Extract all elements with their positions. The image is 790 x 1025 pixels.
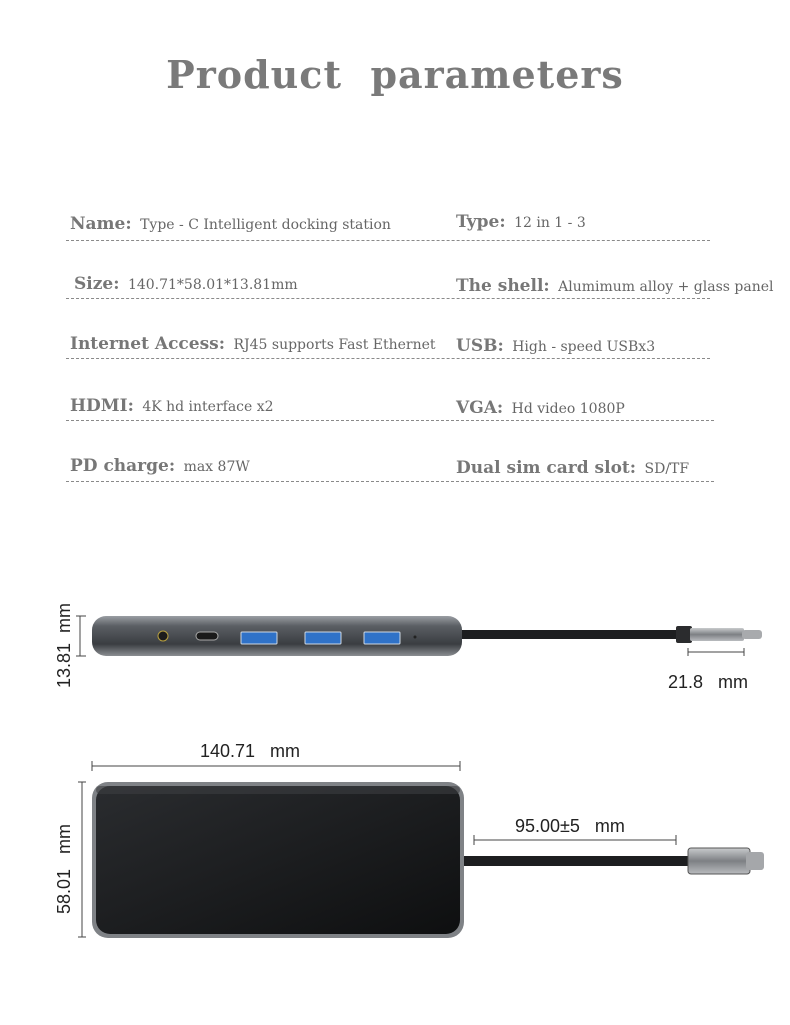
param-label: VGA:	[456, 398, 504, 418]
param-value: 12 in 1 - 3	[514, 215, 586, 231]
usb3-port	[305, 632, 341, 644]
cable-dimension-label: 95.00±5 mm	[515, 816, 625, 836]
plug	[688, 848, 750, 874]
plug-housing	[676, 626, 692, 643]
height-dimension-label: 13.81 mm	[54, 602, 74, 688]
param-value: max 87W	[183, 459, 250, 475]
param-label: Internet Access:	[70, 334, 226, 354]
param-label: Size:	[74, 274, 120, 294]
param-label: Type:	[456, 212, 506, 232]
audio-jack	[158, 631, 168, 641]
usb-c-port	[196, 632, 218, 640]
usb-c-connector	[742, 630, 762, 639]
param-label: The shell:	[456, 276, 550, 296]
led	[414, 636, 417, 639]
param-label: Dual sim card slot:	[456, 458, 637, 478]
width-dimension-label: 58.01 mm	[54, 823, 74, 914]
param-label: Name:	[70, 214, 132, 234]
param-value: RJ45 supports Fast Ethernet	[233, 337, 436, 353]
param-label: HDMI:	[70, 396, 134, 416]
param-value: SD/TF	[644, 461, 690, 477]
connector-dimension-label: 21.8 mm	[668, 672, 749, 692]
param-label: PD charge:	[70, 456, 176, 476]
param-value: Type - C Intelligent docking station	[140, 217, 391, 233]
cable	[460, 856, 692, 866]
side-view	[76, 616, 762, 656]
param-value: Alumimum alloy + glass panel	[558, 279, 774, 295]
length-dimension-label: 140.71 mm	[200, 741, 301, 761]
param-value: 140.71*58.01*13.81mm	[127, 277, 298, 293]
cable	[460, 630, 682, 639]
glass-panel	[96, 786, 460, 934]
param-value: High - speed USBx3	[512, 339, 656, 355]
plug-tip	[690, 628, 744, 641]
usb3-port	[241, 632, 277, 644]
usb-c-connector	[746, 852, 764, 870]
param-value: Hd video 1080P	[511, 401, 625, 417]
page-title: Product parameters	[166, 52, 624, 97]
top-view	[78, 761, 764, 938]
param-value: 4K hd interface x2	[142, 399, 274, 415]
usb3-port	[364, 632, 400, 644]
param-label: USB:	[456, 336, 504, 356]
